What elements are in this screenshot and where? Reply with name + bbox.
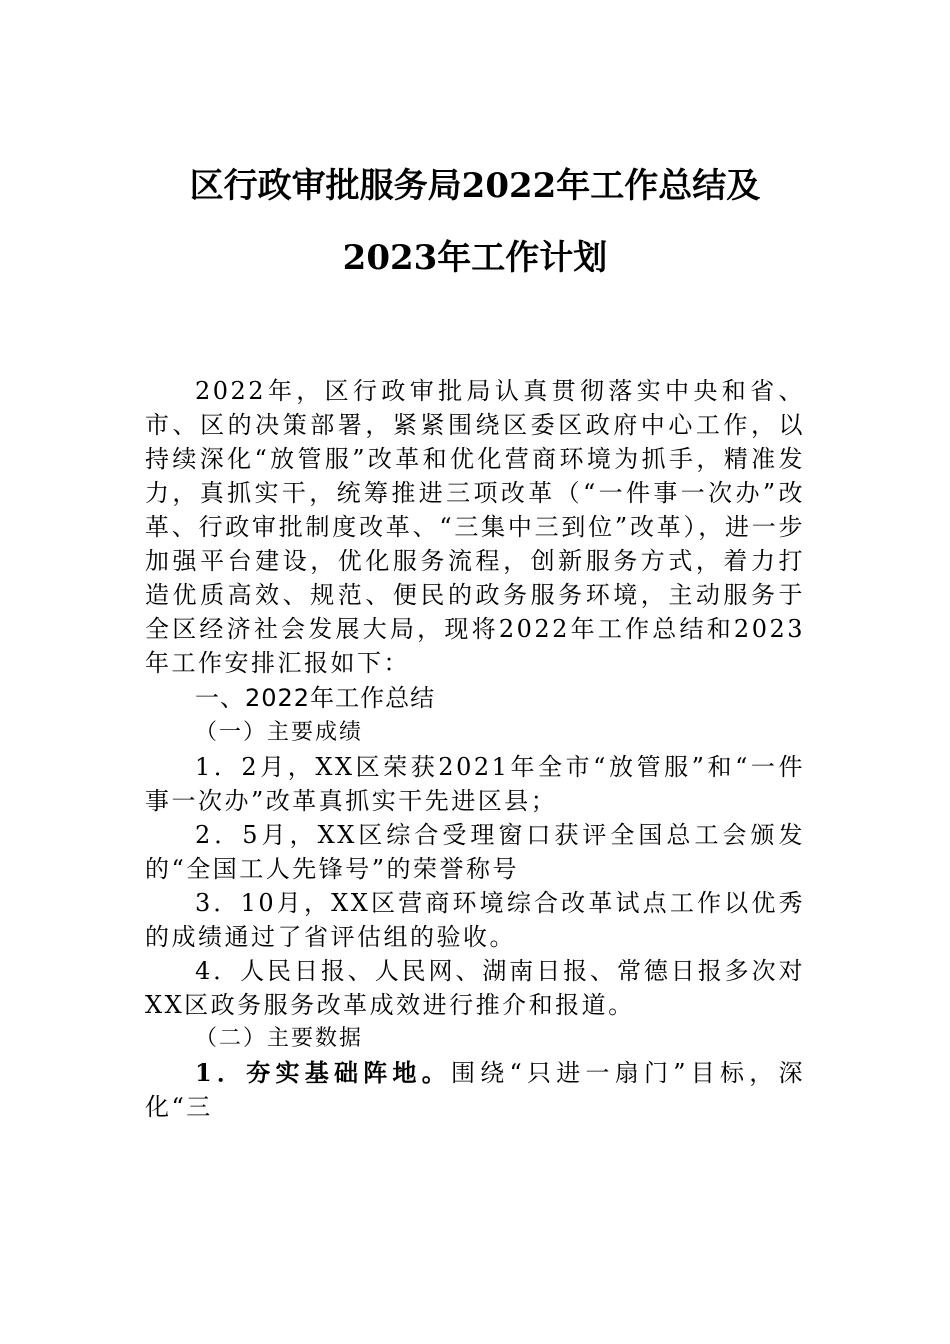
achievement-item: 2．5月，XX区综合受理窗口获评全国总工会颁发的“全国工人先锋号”的荣誉称号	[145, 821, 805, 883]
subsection-heading: （二）主要数据	[195, 1026, 364, 1051]
intro-paragraph: 2022年，区行政审批局认真贯彻落实中央和省、市、区的决策部署，紧紧围绕区委区政府中心工作，以持续深化“放管服”改革和优化营商环境为抓手，精准发力，真抓实干，统筹推进三项改革（“一件事一次办”改革、行政审批制度改革、“三集中三到位”改革），进一步加强平台建设，优化服务流程，创新服务方式，着力打造优质高效、规范、便民的政务服务环境，主动服务于全区经济社会发展大局，现将2022年工作总结和2023年工作安排汇报如下：	[145, 377, 805, 677]
data-item-paragraph	[145, 1056, 805, 1124]
achievement-item: 3．10月，XX区营商环境综合改革试点工作以优秀的成绩通过了省评估组的验收。	[145, 889, 805, 951]
document-body	[145, 374, 805, 1124]
document-page	[145, 150, 805, 1124]
data-item-lead: 1．夯实基础阵地。	[195, 1058, 451, 1087]
data-item-text: 围绕“只进一扇门”目标，深化“三	[145, 1059, 805, 1121]
document-title: 区行政审批服务局2022年工作总结及2023年工作计划	[189, 166, 761, 278]
achievement-item: 1．2月，XX区荣获2021年全市“放管服”和“一件事一次办”改革真抓实干先进区县；	[145, 753, 805, 815]
achievement-item: 4．人民日报、人民网、湖南日报、常德日报多次对XX区政务服务改革成效进行推介和报道。	[145, 957, 805, 1019]
section-heading: 一、2022年工作总结	[195, 684, 436, 712]
subsection-heading: （一）主要成绩	[195, 720, 364, 745]
